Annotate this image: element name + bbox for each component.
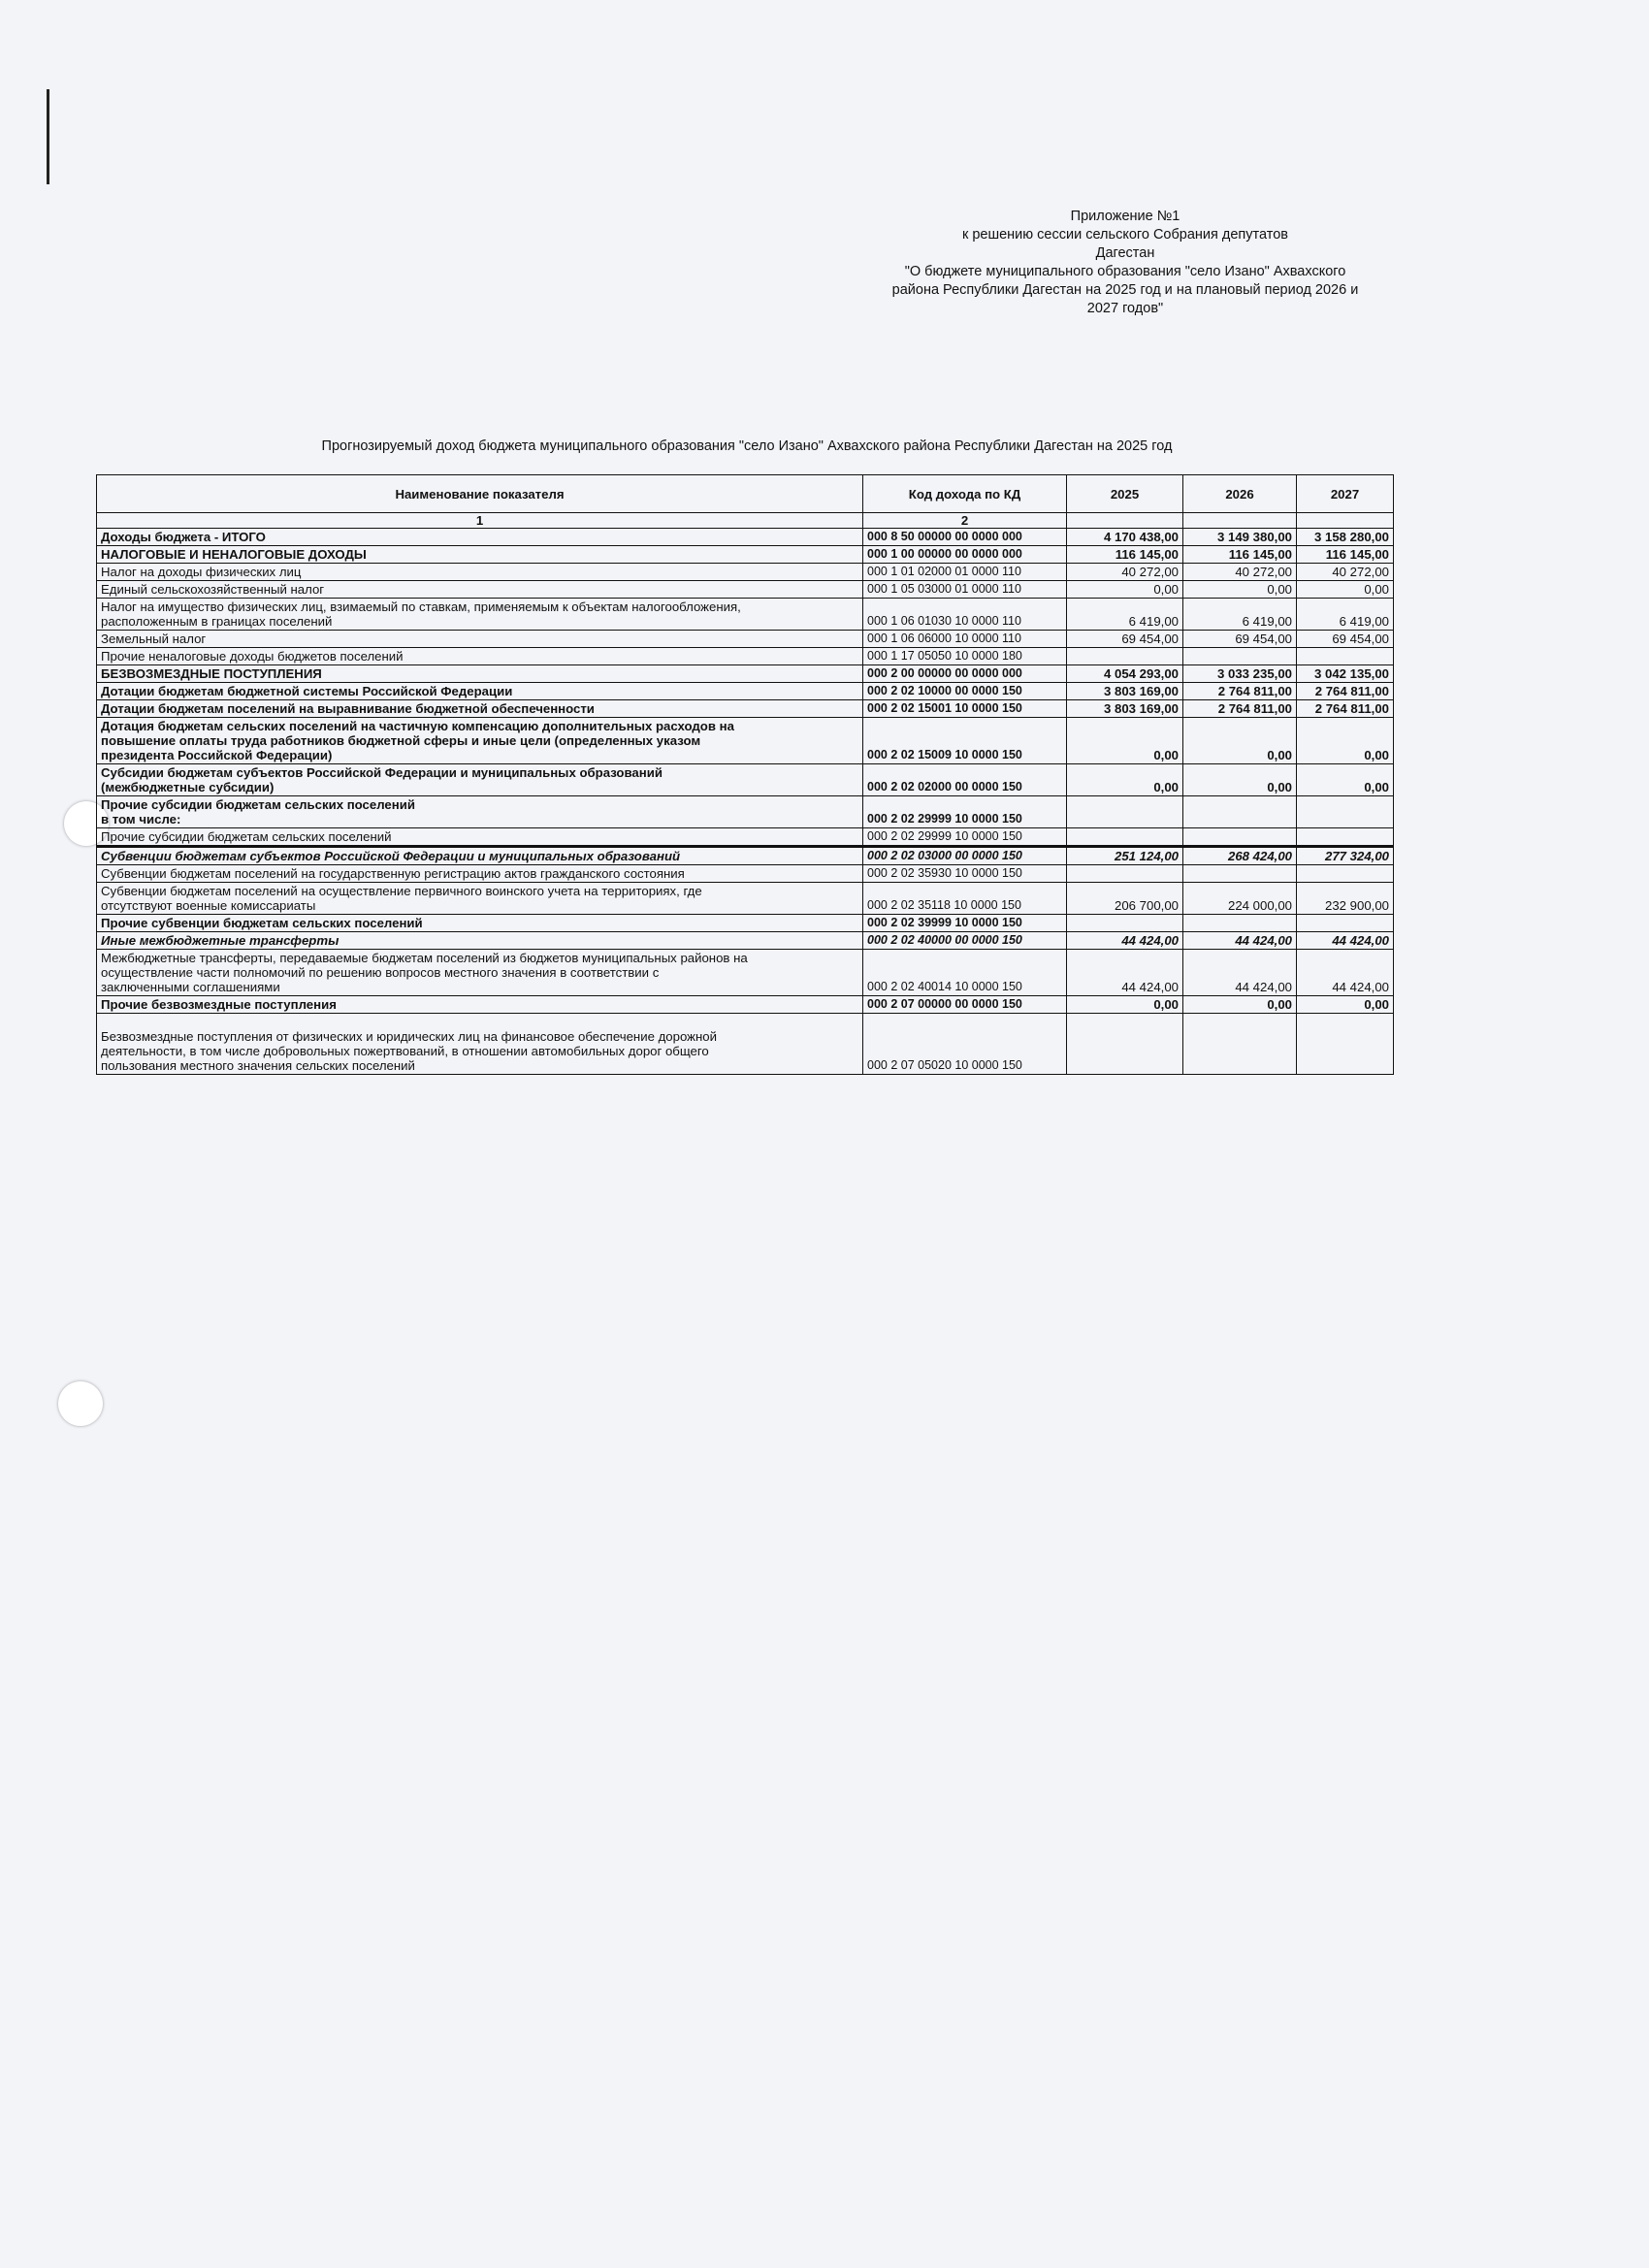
table-row	[97, 546, 1394, 564]
row-code: 000 2 02 35930 10 0000 150	[863, 865, 1067, 883]
table-row	[97, 700, 1394, 718]
row-value-2025	[1067, 865, 1183, 883]
table-row	[97, 665, 1394, 683]
row-value-2025: 0,00	[1067, 996, 1183, 1014]
row-name: Субвенции бюджетам субъектов Российской Федерации и муниципальных образований	[97, 847, 863, 865]
row-name: Дотации бюджетам бюджетной системы Российской Федерации	[97, 683, 863, 700]
row-value-2026	[1183, 865, 1297, 883]
row-name: Налог на имущество физических лиц, взимаемый по ставкам, применяемым к объектам налогообложения, расположенным в границах поселений	[97, 599, 863, 631]
header-line: "О бюджете муниципального образования "село Изано" Ахвахского	[904, 264, 1346, 279]
row-name: БЕЗВОЗМЕЗДНЫЕ ПОСТУПЛЕНИЯ	[97, 665, 863, 683]
row-value-2025: 69 454,00	[1067, 631, 1183, 648]
row-value-2025: 206 700,00	[1067, 883, 1183, 915]
row-name: Прочие субсидии бюджетам сельских поселений в том числе:	[97, 796, 863, 828]
header-line: 2027 годов"	[1086, 301, 1164, 316]
table-row	[97, 631, 1394, 648]
row-value-2026: 2 764 811,00	[1183, 700, 1297, 718]
table-row	[97, 764, 1394, 796]
table-row	[97, 828, 1394, 847]
table-row	[97, 599, 1394, 631]
row-value-2025: 251 124,00	[1067, 847, 1183, 865]
col-index-2: 2	[863, 513, 1067, 529]
row-code: 000 2 02 39999 10 0000 150	[863, 915, 1067, 932]
col-header-code: Код дохода по КД	[863, 475, 1067, 513]
table-title: Прогнозируемый доход бюджета муниципального образования "село Изано" Ахвахского района Республики Дагестан на 2025 год	[321, 438, 1173, 454]
row-code: 000 1 05 03000 01 0000 110	[863, 581, 1067, 599]
row-code: 000 2 02 03000 00 0000 150	[863, 847, 1067, 865]
row-code: 000 2 02 40000 00 0000 150	[863, 932, 1067, 950]
header-line: района Республики Дагестан на 2025 год и на плановый период 2026 и	[891, 282, 1359, 298]
row-value-2026	[1183, 648, 1297, 665]
row-value-2026: 224 000,00	[1183, 883, 1297, 915]
row-value-2025: 116 145,00	[1067, 546, 1183, 564]
row-name: Субсидии бюджетам субъектов Российской Федерации и муниципальных образований (межбюджетные субсидии)	[97, 764, 863, 796]
row-name: Прочие неналоговые доходы бюджетов поселений	[97, 648, 863, 665]
col-index-empty	[1297, 513, 1394, 529]
row-value-2027	[1297, 1014, 1394, 1075]
table-row	[97, 564, 1394, 581]
appendix-header	[844, 208, 1406, 318]
row-name: Иные межбюджетные трансферты	[97, 932, 863, 950]
row-value-2025	[1067, 828, 1183, 847]
row-value-2026: 69 454,00	[1183, 631, 1297, 648]
row-value-2027: 277 324,00	[1297, 847, 1394, 865]
row-code: 000 2 02 10000 00 0000 150	[863, 683, 1067, 700]
row-code: 000 1 06 01030 10 0000 110	[863, 599, 1067, 631]
row-value-2026: 44 424,00	[1183, 950, 1297, 996]
col-header-2026: 2026	[1183, 475, 1297, 513]
row-value-2027: 0,00	[1297, 764, 1394, 796]
table-body	[97, 529, 1394, 1075]
header-line: Приложение №1	[1070, 209, 1180, 224]
row-value-2027: 0,00	[1297, 996, 1394, 1014]
row-code: 000 2 07 00000 00 0000 150	[863, 996, 1067, 1014]
punch-hole	[58, 1381, 103, 1426]
row-value-2025: 3 803 169,00	[1067, 700, 1183, 718]
table-row	[97, 581, 1394, 599]
row-value-2027: 2 764 811,00	[1297, 683, 1394, 700]
col-header-name: Наименование показателя	[97, 475, 863, 513]
row-value-2027: 69 454,00	[1297, 631, 1394, 648]
table-row	[97, 529, 1394, 546]
row-code: 000 2 02 29999 10 0000 150	[863, 796, 1067, 828]
table-row	[97, 865, 1394, 883]
row-value-2025	[1067, 1014, 1183, 1075]
row-value-2027: 116 145,00	[1297, 546, 1394, 564]
row-code: 000 2 02 15001 10 0000 150	[863, 700, 1067, 718]
row-value-2026	[1183, 1014, 1297, 1075]
row-code: 000 1 06 06000 10 0000 110	[863, 631, 1067, 648]
table-row	[97, 932, 1394, 950]
row-name: Субвенции бюджетам поселений на государственную регистрацию актов гражданского состояния	[97, 865, 863, 883]
row-name: Налог на доходы физических лиц	[97, 564, 863, 581]
row-name: Земельный налог	[97, 631, 863, 648]
row-value-2026: 40 272,00	[1183, 564, 1297, 581]
row-value-2025	[1067, 915, 1183, 932]
table-row	[97, 950, 1394, 996]
row-value-2025: 4 054 293,00	[1067, 665, 1183, 683]
row-code: 000 8 50 00000 00 0000 000	[863, 529, 1067, 546]
col-index-1: 1	[97, 513, 863, 529]
row-value-2026	[1183, 828, 1297, 847]
row-value-2025: 40 272,00	[1067, 564, 1183, 581]
row-value-2027	[1297, 915, 1394, 932]
row-value-2025: 44 424,00	[1067, 932, 1183, 950]
table-row	[97, 915, 1394, 932]
row-value-2027	[1297, 648, 1394, 665]
table-row	[97, 883, 1394, 915]
row-value-2025: 6 419,00	[1067, 599, 1183, 631]
col-header-2025: 2025	[1067, 475, 1183, 513]
row-value-2026: 6 419,00	[1183, 599, 1297, 631]
header-line: Дагестан	[1095, 245, 1155, 261]
row-code: 000 1 01 02000 01 0000 110	[863, 564, 1067, 581]
row-name: Прочие безвозмездные поступления	[97, 996, 863, 1014]
row-code: 000 2 02 29999 10 0000 150	[863, 828, 1067, 847]
row-value-2025: 0,00	[1067, 764, 1183, 796]
row-name: Прочие субсидии бюджетам сельских поселений	[97, 828, 863, 847]
row-value-2026	[1183, 796, 1297, 828]
row-value-2027: 0,00	[1297, 581, 1394, 599]
row-name: НАЛОГОВЫЕ И НЕНАЛОГОВЫЕ ДОХОДЫ	[97, 546, 863, 564]
row-value-2027: 0,00	[1297, 718, 1394, 764]
row-value-2026: 0,00	[1183, 996, 1297, 1014]
row-name: Дотация бюджетам сельских поселений на частичную компенсацию дополнительных расходов на повышение оплаты труда работников бюджетной сферы и иные цели (определенных указом президента Российской Федерации)	[97, 718, 863, 764]
row-value-2027: 6 419,00	[1297, 599, 1394, 631]
row-value-2026: 2 764 811,00	[1183, 683, 1297, 700]
row-code: 000 2 02 15009 10 0000 150	[863, 718, 1067, 764]
row-value-2025: 44 424,00	[1067, 950, 1183, 996]
col-header-2027: 2027	[1297, 475, 1394, 513]
row-value-2025	[1067, 796, 1183, 828]
row-value-2026: 0,00	[1183, 764, 1297, 796]
row-value-2027: 2 764 811,00	[1297, 700, 1394, 718]
row-value-2026: 0,00	[1183, 718, 1297, 764]
col-index-empty	[1067, 513, 1183, 529]
table-row	[97, 796, 1394, 828]
row-name: Безвозмездные поступления от физических и юридических лиц на финансовое обеспечение дорожной деятельности, в том числе добровольных пожертвований, в отношении автомобильных дорог общего пользования местного значения сельских поселений	[97, 1014, 863, 1075]
row-value-2027: 44 424,00	[1297, 950, 1394, 996]
row-value-2027: 3 042 135,00	[1297, 665, 1394, 683]
row-code: 000 2 07 05020 10 0000 150	[863, 1014, 1067, 1075]
row-name: Межбюджетные трансферты, передаваемые бюджетам поселений из бюджетов муниципальных районов на осуществление части полномочий по решению вопросов местного значения в соответствии с заключенными соглашениями	[97, 950, 863, 996]
row-value-2025: 0,00	[1067, 718, 1183, 764]
row-value-2027	[1297, 828, 1394, 847]
row-code: 000 2 02 35118 10 0000 150	[863, 883, 1067, 915]
row-name: Доходы бюджета - ИТОГО	[97, 529, 863, 546]
table-row	[97, 718, 1394, 764]
row-value-2027: 3 158 280,00	[1297, 529, 1394, 546]
row-value-2025: 0,00	[1067, 581, 1183, 599]
row-value-2027	[1297, 796, 1394, 828]
table-row	[97, 683, 1394, 700]
row-value-2026: 44 424,00	[1183, 932, 1297, 950]
row-name: Единый сельскохозяйственный налог	[97, 581, 863, 599]
row-name: Прочие субвенции бюджетам сельских поселений	[97, 915, 863, 932]
row-value-2027: 40 272,00	[1297, 564, 1394, 581]
row-value-2026: 3 033 235,00	[1183, 665, 1297, 683]
row-code: 000 1 00 00000 00 0000 000	[863, 546, 1067, 564]
row-code: 000 2 02 40014 10 0000 150	[863, 950, 1067, 996]
income-table	[96, 474, 1394, 1075]
row-code: 000 1 17 05050 10 0000 180	[863, 648, 1067, 665]
row-code: 000 2 02 02000 00 0000 150	[863, 764, 1067, 796]
row-value-2027: 44 424,00	[1297, 932, 1394, 950]
col-index-empty	[1183, 513, 1297, 529]
scan-mark	[47, 89, 49, 184]
row-code: 000 2 00 00000 00 0000 000	[863, 665, 1067, 683]
table-row	[97, 996, 1394, 1014]
table-row	[97, 847, 1394, 865]
row-value-2027	[1297, 865, 1394, 883]
row-value-2025	[1067, 648, 1183, 665]
header-line: к решению сессии сельского Собрания депутатов	[961, 227, 1289, 243]
row-value-2026: 268 424,00	[1183, 847, 1297, 865]
row-value-2026	[1183, 915, 1297, 932]
row-name: Субвенции бюджетам поселений на осуществление первичного воинского учета на территориях, где отсутствуют военные комиссариаты	[97, 883, 863, 915]
row-value-2026: 0,00	[1183, 581, 1297, 599]
row-value-2026: 3 149 380,00	[1183, 529, 1297, 546]
table-row	[97, 1014, 1394, 1075]
row-name: Дотации бюджетам поселений на выравнивание бюджетной обеспеченности	[97, 700, 863, 718]
row-value-2025: 3 803 169,00	[1067, 683, 1183, 700]
row-value-2025: 4 170 438,00	[1067, 529, 1183, 546]
row-value-2027: 232 900,00	[1297, 883, 1394, 915]
row-value-2026: 116 145,00	[1183, 546, 1297, 564]
table-row	[97, 648, 1394, 665]
